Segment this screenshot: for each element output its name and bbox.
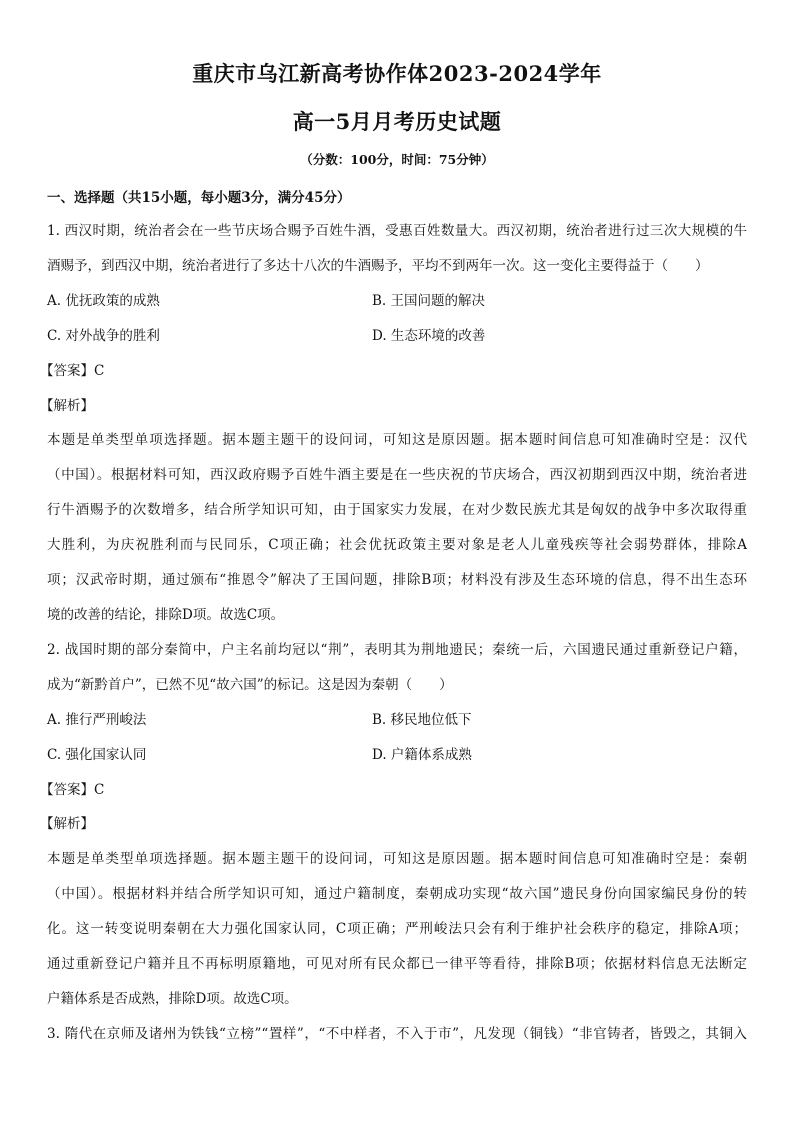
q1-stem-line1: 1. 西汉时期，统治者会在一些节庆场合赐予百姓牛酒，受惠百姓数量大。西汉初期，统治者进行过三次大规模的牛 [47, 223, 747, 239]
q2-analysis-label: 【解析】 [40, 816, 94, 832]
q1-analysis-line2: （中国）。根据材料可知，西汉政府赐予百姓牛酒主要是在一些庆祝的节庆场合，西汉初期到西汉中期，统治者进 [47, 467, 747, 483]
exam-title-line1: 重庆市乌江新高考协作体2023-2024学年 [192, 61, 602, 86]
q2-analysis-line3: 化。这一转变说明秦朝在大力强化国家认同，C项正确；严刑峻法只会有利于维护社会秩序的稳定，排除A项； [47, 921, 747, 937]
q3-stem-line1: 3. 隋代在京师及诸州为铁钱“立榜”“置样”，“不中样者，不入于市”，凡发现（铜钱）“非官铸者，皆毁之，其铜入 [47, 1026, 747, 1042]
q2-option-b: B. 移民地位低下 [372, 712, 472, 728]
q1-analysis-line3: 行牛酒赐予的次数增多，结合所学知识可知，由于国家实力发展，在对少数民族尤其是匈奴的战争中多次取得重 [47, 502, 747, 518]
q2-analysis-line5: 户籍体系是否成熟，排除D项。故选C项。 [47, 991, 298, 1007]
q1-option-b: B. 王国问题的解决 [372, 293, 486, 309]
q2-stem-line1: 2. 战国时期的部分秦简中，户主名前均冠以“荆”，表明其为荆地遗民；秦统一后，六国遗民通过重新登记户籍， [47, 642, 747, 658]
q2-analysis-line2: （中国）。根据材料并结合所学知识可知，通过户籍制度，秦朝成功实现“故六国”遗民身份向国家编民身份的转 [47, 886, 747, 902]
q1-analysis-line6: 境的改善的结论，排除D项。故选C项。 [47, 607, 285, 623]
q1-option-c: C. 对外战争的胜利 [47, 328, 160, 344]
q2-option-c: C. 强化国家认同 [47, 747, 147, 763]
q2-option-a: A. 推行严刑峻法 [47, 712, 147, 728]
q2-answer: 【答案】C [40, 782, 105, 798]
q1-analysis-line4: 大胜利，为庆祝胜利而与民同乐，C项正确；社会优抚政策主要对象是老人儿童残疾等社会弱势群体，排除A [47, 537, 747, 553]
q1-option-d: D. 生态环境的改善 [372, 328, 486, 344]
q1-answer: 【答案】C [40, 363, 105, 379]
q2-stem-line2: 成为“新黔首户”，已然不见“故六国”的标记。这是因为秦朝（ ） [47, 677, 453, 693]
q1-analysis-label: 【解析】 [40, 398, 94, 414]
q1-analysis-line1: 本题是单类型单项选择题。据本题主题干的设问词，可知这是原因题。据本题时间信息可知准确时空是：汉代 [47, 432, 747, 448]
exam-meta: （分数：100分，时间：75分钟） [300, 152, 494, 167]
q2-analysis-line4: 通过重新登记户籍并且不再标明原籍地，可见对所有民众都已一律平等看待，排除B项；依据材料信息无法断定 [47, 956, 747, 972]
section-heading: 一、选择题（共15小题，每小题3分，满分45分） [47, 190, 351, 206]
q1-analysis-line5: 项；汉武帝时期，通过颁布“推恩令”解决了王国问题，排除B项；材料没有涉及生态环境的信息，得不出生态环 [47, 572, 747, 588]
q1-option-a: A. 优抚政策的成熟 [47, 293, 160, 309]
exam-title-line2: 高一5月月考历史试题 [292, 109, 502, 134]
q2-option-d: D. 户籍体系成熟 [372, 747, 472, 763]
q2-analysis-line1: 本题是单类型单项选择题。据本题主题干的设问词，可知这是原因题。据本题时间信息可知准确时空是：秦朝 [47, 851, 747, 867]
q1-stem-line2: 酒赐予，到西汉中期，统治者进行了多达十八次的牛酒赐予，平均不到两年一次。这一变化主要得益于（ ） [47, 258, 709, 274]
